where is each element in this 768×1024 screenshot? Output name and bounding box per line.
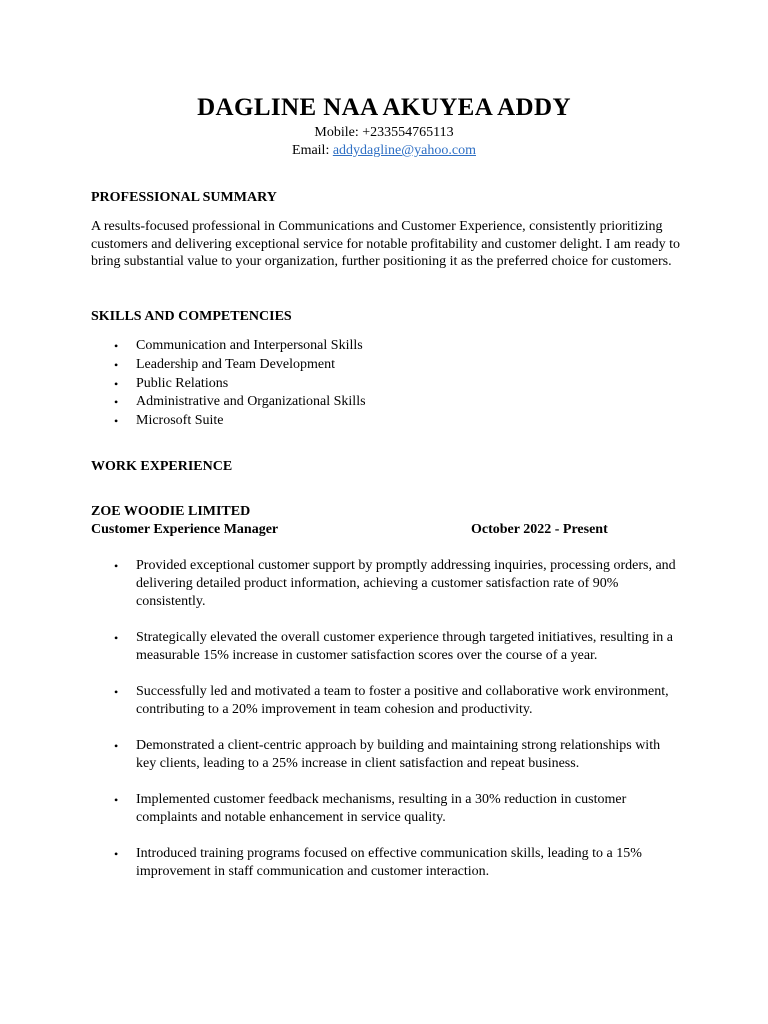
section-title-skills: SKILLS AND COMPETENCIES	[91, 309, 292, 324]
skill-label: Microsoft Suite	[136, 413, 224, 429]
resume-header	[0, 92, 768, 160]
mobile-label: Mobile:	[314, 125, 363, 140]
bullet-icon: •	[114, 631, 119, 645]
bullet-icon: •	[114, 376, 119, 391]
section-title-summary: PROFESSIONAL SUMMARY	[91, 190, 277, 205]
list-item	[91, 737, 681, 773]
bullet-icon: •	[114, 685, 119, 699]
skill-label: Communication and Interpersonal Skills	[136, 338, 363, 353]
bullet-icon: •	[114, 395, 119, 410]
skill-label: Public Relations	[136, 375, 229, 391]
bullet-icon: •	[114, 847, 119, 861]
company-name: ZOE WOODIE LIMITED	[91, 504, 251, 519]
list-item	[91, 375, 366, 394]
work-bullet-text: Implemented customer feedback mechanisms, resulting in a 30% reduction in customer complaints and notable enhancement in service quality.	[136, 792, 627, 825]
work-bullet-text: Successfully led and motivated a team to foster a positive and collaborative work environment, contributing to a 20% improvement in team cohesion and productivity.	[136, 684, 669, 717]
list-item	[91, 412, 366, 431]
work-bullet-text: Introduced training programs focused on effective communication skills, leading to a 15% improvement in staff communication and customer interaction.	[136, 846, 642, 879]
bullet-icon: •	[114, 739, 119, 753]
mobile-number: +233554765113	[362, 125, 454, 140]
bullet-icon: •	[114, 559, 119, 573]
work-bullet-text: Provided exceptional customer support by promptly addressing inquiries, processing orders, and delivering detailed product information, achieving a customer satisfaction rate of 90% consistently.	[136, 558, 676, 609]
skill-label: Administrative and Organizational Skills	[136, 394, 366, 410]
email-link[interactable]: addydagline@yahoo.com	[332, 143, 476, 158]
skills-list	[91, 337, 366, 431]
bullet-icon: •	[114, 339, 119, 353]
summary-text: A results-focused professional in Communications and Customer Experience, consistently prioritizing customers and delivering exceptional service for notable profitability and customer delight. I am ready to bring substantial value to your organization, further positioning it as the preferred choice for customers.	[91, 219, 680, 269]
candidate-name: DAGLINE NAA AKUYEA ADDY	[197, 94, 571, 121]
list-item	[91, 557, 681, 611]
list-item	[91, 356, 366, 375]
list-item	[91, 683, 681, 719]
role-title: Customer Experience Manager	[91, 522, 279, 537]
bullet-icon: •	[114, 357, 119, 372]
list-item	[91, 393, 366, 412]
work-bullet-text: Strategically elevated the overall customer experience through targeted initiatives, resulting in a measurable 15% increase in customer satisfaction scores over the course of a year.	[136, 630, 673, 663]
list-item	[91, 845, 681, 881]
skill-label: Leadership and Team Development	[136, 356, 335, 372]
mobile-line	[0, 124, 768, 142]
work-bullet-text: Demonstrated a client-centric approach by building and maintaining strong relationships with key clients, leading to a 25% increase in client satisfaction and repeat business.	[136, 738, 661, 771]
bullet-icon: •	[114, 414, 119, 429]
work-bullets	[91, 557, 681, 899]
list-item	[91, 337, 366, 356]
role-dates: October 2022 - Present	[471, 522, 608, 537]
section-title-work: WORK EXPERIENCE	[91, 459, 233, 474]
email-label: Email:	[292, 143, 333, 158]
list-item	[91, 629, 681, 665]
list-item	[91, 791, 681, 827]
email-line	[0, 142, 768, 160]
bullet-icon: •	[114, 793, 119, 807]
